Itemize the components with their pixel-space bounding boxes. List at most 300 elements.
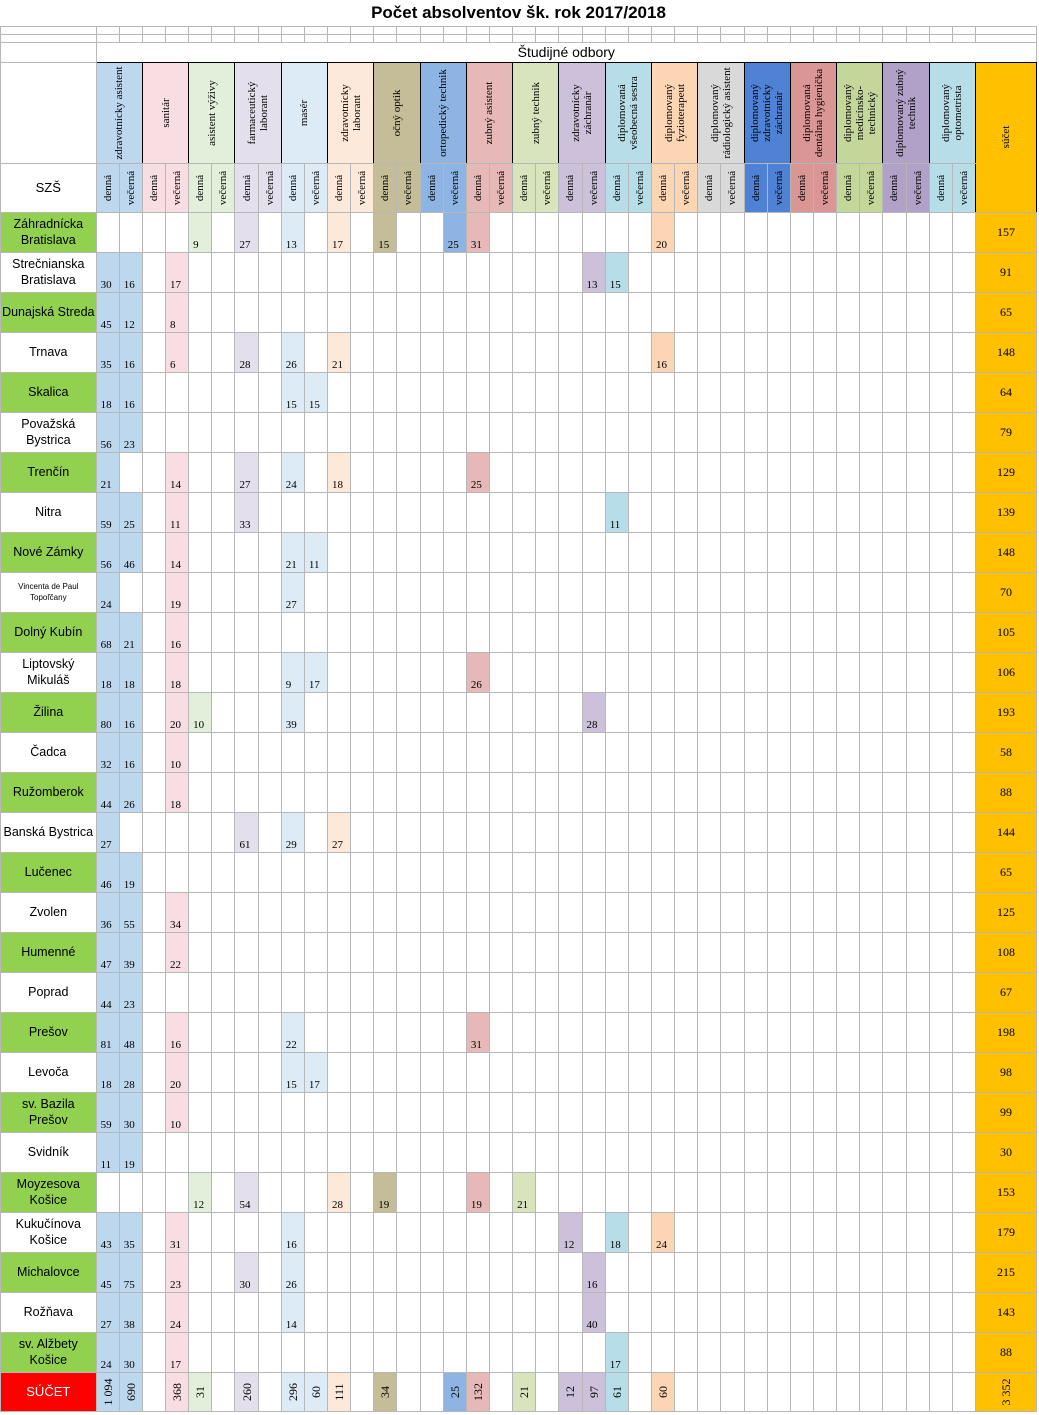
value-cell xyxy=(628,852,651,892)
value-cell xyxy=(605,1292,628,1332)
mode-denna xyxy=(142,163,165,212)
school-name: Liptovský Mikuláš xyxy=(1,652,97,692)
value-cell xyxy=(397,1292,420,1332)
value-cell xyxy=(744,852,767,892)
value-cell xyxy=(813,1252,836,1292)
total-cell xyxy=(212,1372,235,1411)
value-cell xyxy=(258,812,281,852)
value-cell xyxy=(536,1292,559,1332)
department-header xyxy=(559,62,605,163)
value-cell xyxy=(582,1132,605,1172)
value-cell xyxy=(675,1332,698,1372)
value-cell xyxy=(582,372,605,412)
value-cell xyxy=(837,1092,860,1132)
value-cell xyxy=(860,292,883,332)
value-cell xyxy=(675,1092,698,1132)
value-cell xyxy=(397,692,420,732)
value-cell xyxy=(906,772,929,812)
value-cell: 47 xyxy=(96,932,119,972)
value-cell xyxy=(328,932,351,972)
empty-cell xyxy=(397,26,420,34)
value-cell xyxy=(952,652,975,692)
value-cell xyxy=(628,612,651,652)
value-cell xyxy=(420,1292,443,1332)
value-cell: 54 xyxy=(235,1172,258,1212)
value-cell xyxy=(166,412,189,452)
value-cell xyxy=(513,1052,536,1092)
value-cell xyxy=(837,252,860,292)
value-cell xyxy=(466,1332,489,1372)
value-cell xyxy=(328,1332,351,1372)
value-cell xyxy=(675,1212,698,1252)
department-name: zubný asistent xyxy=(483,81,496,144)
sum-label: súčet xyxy=(999,125,1012,149)
value-cell xyxy=(559,852,582,892)
value-cell xyxy=(212,652,235,692)
value-cell xyxy=(721,1132,744,1172)
value-cell xyxy=(258,492,281,532)
value-cell xyxy=(883,572,906,612)
value-cell xyxy=(258,1252,281,1292)
mode-label: večerná xyxy=(865,170,878,205)
mode-label: denná xyxy=(610,174,623,201)
value-cell xyxy=(189,572,212,612)
value-cell xyxy=(860,692,883,732)
value-cell xyxy=(489,452,512,492)
sum-header xyxy=(975,62,1036,212)
value-cell xyxy=(559,572,582,612)
value-cell xyxy=(536,892,559,932)
value-cell xyxy=(351,212,374,252)
value-cell xyxy=(883,252,906,292)
value-cell xyxy=(536,292,559,332)
empty-cell xyxy=(906,26,929,34)
value-cell xyxy=(605,292,628,332)
value-cell xyxy=(397,1332,420,1372)
value-cell xyxy=(142,1052,165,1092)
value-cell xyxy=(189,532,212,572)
mode-label: denná xyxy=(842,174,855,201)
value-cell xyxy=(559,492,582,532)
value-cell xyxy=(235,1052,258,1092)
total-cell xyxy=(837,1372,860,1411)
value-cell xyxy=(651,852,674,892)
value-cell xyxy=(304,972,327,1012)
mode-label: večerná xyxy=(911,170,924,205)
school-name: Kukučínova Košice xyxy=(1,1212,97,1252)
school-row xyxy=(1,1252,1037,1292)
value-cell xyxy=(605,652,628,692)
school-name: Zvolen xyxy=(1,892,97,932)
value-cell xyxy=(328,1012,351,1052)
value-cell xyxy=(420,572,443,612)
value-cell xyxy=(837,372,860,412)
value-cell xyxy=(790,452,813,492)
value-cell xyxy=(744,1212,767,1252)
value-cell xyxy=(813,212,836,252)
value-cell xyxy=(952,412,975,452)
value-cell xyxy=(952,1292,975,1332)
value-cell xyxy=(351,772,374,812)
value-cell xyxy=(235,652,258,692)
value-cell xyxy=(397,372,420,412)
value-cell xyxy=(489,412,512,452)
value-cell xyxy=(443,612,466,652)
value-cell xyxy=(142,812,165,852)
value-cell xyxy=(397,532,420,572)
value-cell xyxy=(559,332,582,372)
value-cell xyxy=(258,532,281,572)
value-cell xyxy=(906,212,929,252)
value-cell: 35 xyxy=(96,332,119,372)
value-cell xyxy=(304,252,327,292)
value-cell xyxy=(906,412,929,452)
value-cell xyxy=(813,372,836,412)
value-cell xyxy=(351,892,374,932)
value-cell xyxy=(675,772,698,812)
mode-vecerna xyxy=(443,163,466,212)
value-cell xyxy=(651,1092,674,1132)
value-cell xyxy=(906,372,929,412)
mode-vecerna xyxy=(582,163,605,212)
mode-label: večerná xyxy=(263,170,276,205)
value-cell xyxy=(605,212,628,252)
value-cell xyxy=(212,1012,235,1052)
value-cell xyxy=(466,932,489,972)
value-cell xyxy=(466,1092,489,1132)
total-cell xyxy=(675,1372,698,1411)
value-cell: 81 xyxy=(96,1012,119,1052)
empty-cell xyxy=(883,26,906,34)
school-row xyxy=(1,1172,1037,1212)
total-cell xyxy=(281,1372,304,1411)
value-cell xyxy=(536,1212,559,1252)
value-cell xyxy=(420,892,443,932)
value-cell xyxy=(767,492,790,532)
value-cell xyxy=(675,572,698,612)
value-cell xyxy=(628,212,651,252)
value-cell xyxy=(443,1292,466,1332)
department-name: zubný technik xyxy=(529,81,542,144)
value-cell xyxy=(489,332,512,372)
empty-cell xyxy=(906,34,929,42)
value-cell xyxy=(767,852,790,892)
empty-cell xyxy=(489,26,512,34)
value-cell xyxy=(536,612,559,652)
empty-cell xyxy=(374,26,397,34)
value-cell: 45 xyxy=(96,1252,119,1292)
value-cell xyxy=(744,452,767,492)
value-cell: 44 xyxy=(96,772,119,812)
value-cell: 12 xyxy=(189,1172,212,1212)
value-cell xyxy=(744,1012,767,1052)
value-cell xyxy=(466,892,489,932)
value-cell xyxy=(189,1212,212,1252)
mode-label: večerná xyxy=(541,170,554,205)
value-cell xyxy=(420,372,443,412)
value-cell xyxy=(675,372,698,412)
total-cell xyxy=(513,1372,536,1411)
value-cell xyxy=(952,812,975,852)
value-cell xyxy=(536,732,559,772)
empty-cell xyxy=(328,34,351,42)
value-cell xyxy=(628,372,651,412)
value-cell: 31 xyxy=(166,1212,189,1252)
value-cell xyxy=(258,972,281,1012)
value-cell xyxy=(212,212,235,252)
value-cell xyxy=(837,772,860,812)
value-cell xyxy=(952,452,975,492)
value-cell xyxy=(142,852,165,892)
value-cell xyxy=(466,1212,489,1252)
value-cell xyxy=(790,1252,813,1292)
value-cell xyxy=(906,812,929,852)
value-cell xyxy=(304,692,327,732)
value-cell xyxy=(860,572,883,612)
value-cell xyxy=(790,812,813,852)
value-cell xyxy=(142,1172,165,1212)
empty-cell xyxy=(142,34,165,42)
value-cell xyxy=(605,772,628,812)
total-cell xyxy=(744,1372,767,1411)
group-header-row xyxy=(1,42,1037,62)
empty-cell xyxy=(235,34,258,42)
value-cell xyxy=(698,972,721,1012)
value-cell xyxy=(790,292,813,332)
value-cell xyxy=(744,932,767,972)
school-row xyxy=(1,772,1037,812)
value-cell xyxy=(420,492,443,532)
value-cell xyxy=(813,412,836,452)
value-cell xyxy=(698,1332,721,1372)
empty-cell xyxy=(675,26,698,34)
value-cell xyxy=(651,1252,674,1292)
value-cell: 24 xyxy=(651,1212,674,1252)
value-cell xyxy=(281,972,304,1012)
mode-label: večerná xyxy=(124,170,137,205)
total-value: 111 xyxy=(332,1382,347,1401)
value-cell xyxy=(235,372,258,412)
value-cell: 19 xyxy=(466,1172,489,1212)
empty-cell xyxy=(744,34,767,42)
value-cell: 17 xyxy=(605,1332,628,1372)
value-cell xyxy=(513,332,536,372)
value-cell xyxy=(212,332,235,372)
value-cell xyxy=(675,1052,698,1092)
empty-cell xyxy=(281,34,304,42)
empty-cell xyxy=(790,26,813,34)
value-cell xyxy=(397,292,420,332)
value-cell xyxy=(952,932,975,972)
value-cell xyxy=(883,1012,906,1052)
value-cell xyxy=(744,572,767,612)
value-cell xyxy=(883,852,906,892)
value-cell xyxy=(212,1132,235,1172)
school-name: Skalica xyxy=(1,372,97,412)
value-cell xyxy=(651,1332,674,1372)
value-cell xyxy=(651,572,674,612)
value-cell xyxy=(675,492,698,532)
mode-vecerna xyxy=(860,163,883,212)
department-name: diplomovaná všeobecná sestra xyxy=(616,75,641,150)
empty-cell xyxy=(281,26,304,34)
value-cell xyxy=(883,292,906,332)
school-sum: 139 xyxy=(975,492,1036,532)
value-cell xyxy=(489,1212,512,1252)
value-cell xyxy=(142,372,165,412)
value-cell xyxy=(906,332,929,372)
value-cell xyxy=(96,212,119,252)
value-cell xyxy=(883,532,906,572)
value-cell xyxy=(166,1172,189,1212)
value-cell xyxy=(397,452,420,492)
value-cell xyxy=(328,1252,351,1292)
value-cell xyxy=(860,772,883,812)
value-cell xyxy=(189,1012,212,1052)
value-cell xyxy=(767,452,790,492)
department-header xyxy=(929,62,975,163)
value-cell xyxy=(698,332,721,372)
value-cell xyxy=(790,692,813,732)
value-cell xyxy=(281,1092,304,1132)
value-cell xyxy=(698,212,721,252)
value-cell: 18 xyxy=(166,772,189,812)
mode-denna xyxy=(698,163,721,212)
value-cell xyxy=(860,1052,883,1092)
value-cell xyxy=(420,1172,443,1212)
value-cell xyxy=(443,452,466,492)
value-cell xyxy=(559,452,582,492)
mode-label: večerná xyxy=(680,170,693,205)
value-cell xyxy=(929,1212,952,1252)
value-cell xyxy=(744,412,767,452)
value-cell xyxy=(628,572,651,612)
value-cell: 19 xyxy=(119,852,142,892)
value-cell xyxy=(212,1332,235,1372)
value-cell xyxy=(767,1212,790,1252)
value-cell xyxy=(582,1172,605,1212)
value-cell xyxy=(790,412,813,452)
value-cell xyxy=(212,892,235,932)
value-cell xyxy=(281,732,304,772)
value-cell xyxy=(582,412,605,452)
value-cell: 17 xyxy=(304,652,327,692)
value-cell xyxy=(767,332,790,372)
value-cell xyxy=(744,692,767,732)
value-cell xyxy=(328,372,351,412)
value-cell xyxy=(721,772,744,812)
value-cell xyxy=(767,892,790,932)
department-name: diplomovaný rádiologický asistent xyxy=(708,66,733,159)
value-cell xyxy=(281,1132,304,1172)
department-name: diplomovaný zdravotnícky záchranár xyxy=(749,83,786,142)
empty-cell xyxy=(975,26,1036,34)
value-cell xyxy=(304,452,327,492)
value-cell xyxy=(397,572,420,612)
value-cell xyxy=(860,252,883,292)
value-cell xyxy=(374,652,397,692)
school-row xyxy=(1,252,1037,292)
value-cell xyxy=(258,612,281,652)
value-cell xyxy=(351,612,374,652)
value-cell xyxy=(235,572,258,612)
value-cell xyxy=(212,1292,235,1332)
value-cell: 22 xyxy=(166,932,189,972)
value-cell xyxy=(767,1292,790,1332)
value-cell xyxy=(651,492,674,532)
value-cell xyxy=(489,1132,512,1172)
value-cell xyxy=(258,212,281,252)
value-cell xyxy=(351,1012,374,1052)
value-cell xyxy=(119,212,142,252)
value-cell xyxy=(813,812,836,852)
school-sum: 215 xyxy=(975,1252,1036,1292)
value-cell xyxy=(906,292,929,332)
value-cell xyxy=(119,1172,142,1212)
value-cell xyxy=(605,1132,628,1172)
value-cell xyxy=(952,1012,975,1052)
value-cell xyxy=(698,412,721,452)
value-cell xyxy=(837,1212,860,1252)
value-cell xyxy=(767,1012,790,1052)
value-cell xyxy=(767,812,790,852)
value-cell xyxy=(466,492,489,532)
mode-label: večerná xyxy=(633,170,646,205)
department-header xyxy=(790,62,836,163)
value-cell xyxy=(906,1212,929,1252)
value-cell xyxy=(443,892,466,932)
value-cell: 16 xyxy=(281,1212,304,1252)
value-cell xyxy=(536,572,559,612)
value-cell: 22 xyxy=(281,1012,304,1052)
value-cell: 9 xyxy=(189,212,212,252)
school-sum: 79 xyxy=(975,412,1036,452)
value-cell xyxy=(605,332,628,372)
value-cell xyxy=(374,452,397,492)
value-cell: 26 xyxy=(281,332,304,372)
value-cell xyxy=(952,732,975,772)
value-cell xyxy=(489,212,512,252)
mode-denna xyxy=(420,163,443,212)
school-name: Levoča xyxy=(1,1052,97,1092)
value-cell xyxy=(906,1132,929,1172)
empty-cell xyxy=(536,34,559,42)
empty-cell xyxy=(443,26,466,34)
school-name: Poprad xyxy=(1,972,97,1012)
value-cell xyxy=(351,732,374,772)
value-cell xyxy=(883,492,906,532)
value-cell xyxy=(235,772,258,812)
value-cell xyxy=(212,252,235,292)
school-row xyxy=(1,812,1037,852)
value-cell xyxy=(767,972,790,1012)
value-cell xyxy=(536,1332,559,1372)
total-cell xyxy=(166,1372,189,1411)
value-cell xyxy=(466,812,489,852)
value-cell xyxy=(651,292,674,332)
mode-denna xyxy=(235,163,258,212)
school-name: Michalovce xyxy=(1,1252,97,1292)
school-row xyxy=(1,332,1037,372)
value-cell xyxy=(906,492,929,532)
value-cell xyxy=(397,252,420,292)
value-cell xyxy=(721,1292,744,1332)
value-cell xyxy=(142,892,165,932)
school-sum: 65 xyxy=(975,292,1036,332)
value-cell xyxy=(744,732,767,772)
value-cell: 30 xyxy=(235,1252,258,1292)
empty-cell xyxy=(744,26,767,34)
